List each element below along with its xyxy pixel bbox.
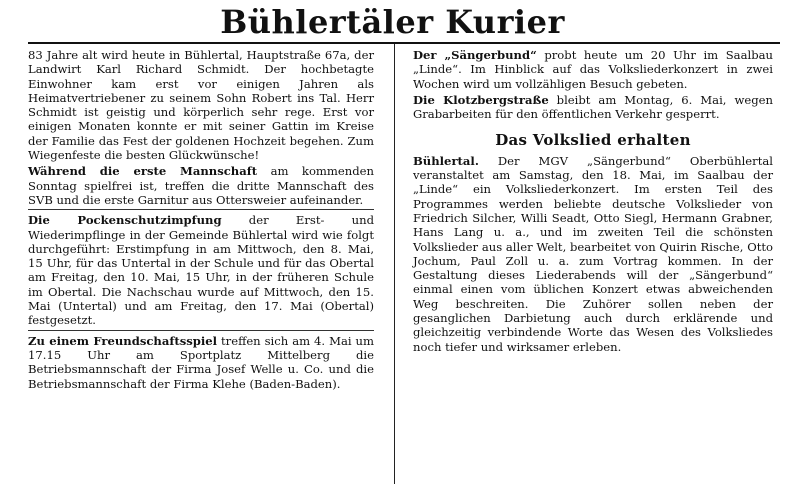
news-item-birthday: 83 Jahre alt wird heute in Bühlertal, Hauptstraße 67a, der Landwirt Karl Richard Schmidt. Der hochbetagte Einwohner kam erst vor einigen Jahren als Heimatvertriebener zu seinem Sohn Robert ins Tal. Herr Schmidt ist geistig und körperlich sehr rege. Erst vor einigen Monaten konnte er mit seiner Gattin im Kreise der Familie das Fest der goldenen Hochzeit begehen. Zum Wiegenfeste die besten Glückwünsche! <box>28 48 374 163</box>
masthead-rule <box>28 42 780 44</box>
news-item-friendly-match: Zu einem Freundschaftsspiel treffen sich am 4. Mai um 17.15 Uhr am Sportplatz Mittelberg die Betriebsmannschaft der Firma Josef Welle u. Co. und die Betriebsmannschaft der Firma Klehe (Baden-Baden). <box>28 333 374 391</box>
article-headline: Das Volkslied erhalten <box>495 131 691 150</box>
column-divider <box>394 44 395 484</box>
left-column <box>28 48 374 393</box>
news-item-road-closure: Die Klotzbergstraße bleibt am Montag, 6. Mai, wegen Grabarbeiten für den öffentlichen Verkehr gesperrt. <box>413 92 773 122</box>
news-item-vaccination: Die Pockenschutzimpfung der Erst- und Wiederimpflinge in der Gemeinde Bühlertal wird wie folgt durchgeführt: Erstimpfung in am Mittwoch, den 8. Mai, 15 Uhr, für das Untertal in der Schule und für das Obertal am Freitag, den 10. Mai, 15 Uhr, in der früheren Schule im Obertal. Die Nachschau wurde auf Mittwoch, den 15. Mai (Untertal) und am Freitag, den 17. Mai (Obertal) festgesetzt. <box>28 213 374 328</box>
article-body: Bühlertal. Der MGV „Sängerbund“ Oberbühlertal veranstaltet am Samstag, den 18. Mai, im Saalbau der „Linde“ ein Volksliederkonzert. Im ersten Teil des Programmes werden beliebte deutsche Volkslieder von Friedrich Silcher, Willi Seadt, Otto Siegl, Hermann Grabner, Hans Lang u. a., und im zweiten Teil die schönsten Volkslieder aus aller Welt, bearbeitet von Quirin Rische, Otto Jochum, Paul Zoll u. a. zum Vortrag kommen. In der Gestaltung dieses Liederabends will der „Sängerbund“ einmal einen vom üblichen Konzert etwas abweichenden Weg beschreiten. Die Zuhörer sollen neben der gesanglichen Darbietung auch durch erklärende und gleichzeitig verbindende Worte das Wesen des Volksliedes noch tiefer und wirksamer erleben. <box>413 153 773 354</box>
news-item-choir-rehearsal: Der „Sängerbund“ probt heute um 20 Uhr im Saalbau „Linde“. Im Hinblick auf das Volksliederkonzert in zwei Wochen wird um vollzähligen Besuch gebeten. <box>413 48 773 91</box>
masthead: Bühlertäler Kurier <box>220 3 565 41</box>
item-separator <box>28 330 374 331</box>
item-separator <box>28 209 374 210</box>
news-item-football-team: Während die erste Mannschaft am kommenden Sonntag spielfrei ist, treffen die dritte Mannschaft des SVB und die erste Garnitur aus Ottersweier aufeinander. <box>28 164 374 207</box>
right-column <box>413 48 773 356</box>
